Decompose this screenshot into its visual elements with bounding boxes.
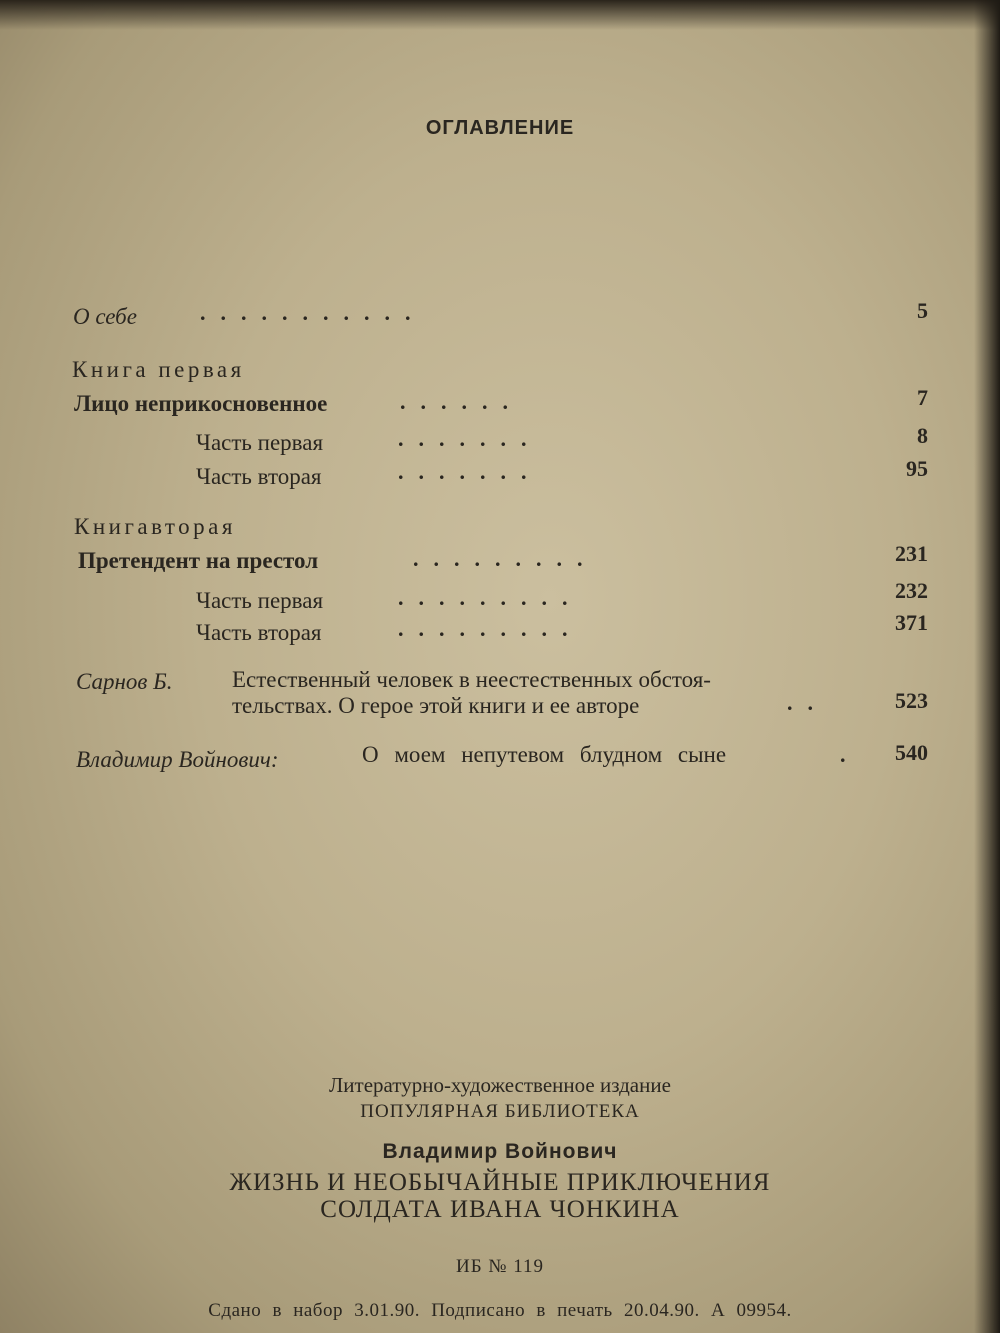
toc-page-number: 540 <box>895 740 928 765</box>
imprint-book-title-line-1: ЖИЗНЬ И НЕОБЫЧАЙНЫЕ ПРИКЛЮЧЕНИЯ <box>229 1169 771 1196</box>
toc-leader-dots: .. <box>787 690 828 715</box>
toc-page-number: 523 <box>895 688 928 713</box>
book-two-title: Претендент на престол <box>78 548 319 573</box>
book-two-part-two: Часть вторая <box>196 620 322 645</box>
toc-leader-dots: ........... <box>200 300 426 325</box>
afterword-author: Сарнов Б. <box>76 669 173 694</box>
toc-page-number: 5 <box>917 298 928 323</box>
book-one-part-one: Часть первая <box>196 430 324 455</box>
toc-leader-dots: ......... <box>413 546 598 571</box>
toc-page-number: 231 <box>895 541 928 566</box>
imprint-book-title-line-2: СОЛДАТА ИВАНА ЧОНКИНА <box>320 1196 680 1223</box>
afterword-title-line-2: тельствах. О герое этой книги и ее авторе <box>232 693 640 718</box>
afterword-title-line-1: Естественный человек в неестественных обстоя- <box>232 667 711 692</box>
essay-author: Владимир Войнович: <box>76 747 279 772</box>
toc-page-number: 7 <box>917 385 928 410</box>
toc-leader-dots: . <box>840 742 861 767</box>
book-one-heading: Книга первая <box>72 357 245 382</box>
book-two-heading: Книгавторая <box>74 514 236 539</box>
toc-leader-dots: ......... <box>398 616 583 641</box>
toc-entry-o-sebe: О себе <box>73 304 137 329</box>
toc-leader-dots: ...... <box>400 389 523 414</box>
toc-leader-dots: ....... <box>398 459 542 484</box>
imprint-print-info: Сдано в набор 3.01.90. Подписано в печать 20.04.90. А 09954. <box>208 1300 792 1321</box>
imprint-author: Владимир Войнович <box>382 1140 618 1163</box>
toc-page-number: 95 <box>906 456 928 481</box>
imprint-edition-type: Литературно-художественное издание <box>329 1073 671 1097</box>
toc-leader-dots: ......... <box>398 585 583 610</box>
book-one-part-two: Часть вторая <box>196 464 322 489</box>
toc-title: ОГЛАВЛЕНИЕ <box>425 117 575 139</box>
toc-page-number: 371 <box>895 610 928 635</box>
toc-page-number: 232 <box>895 578 928 603</box>
book-two-part-one: Часть первая <box>196 588 324 613</box>
imprint-ib-number: ИБ № 119 <box>455 1256 545 1277</box>
toc-leader-dots: ....... <box>398 426 542 451</box>
toc-page-number: 8 <box>917 423 928 448</box>
essay-title: О моем непутевом блудном сыне <box>362 742 727 767</box>
imprint-series: ПОПУЛЯРНАЯ БИБЛИОТЕКА <box>360 1101 640 1122</box>
book-one-title: Лицо неприкосновенное <box>74 391 328 416</box>
